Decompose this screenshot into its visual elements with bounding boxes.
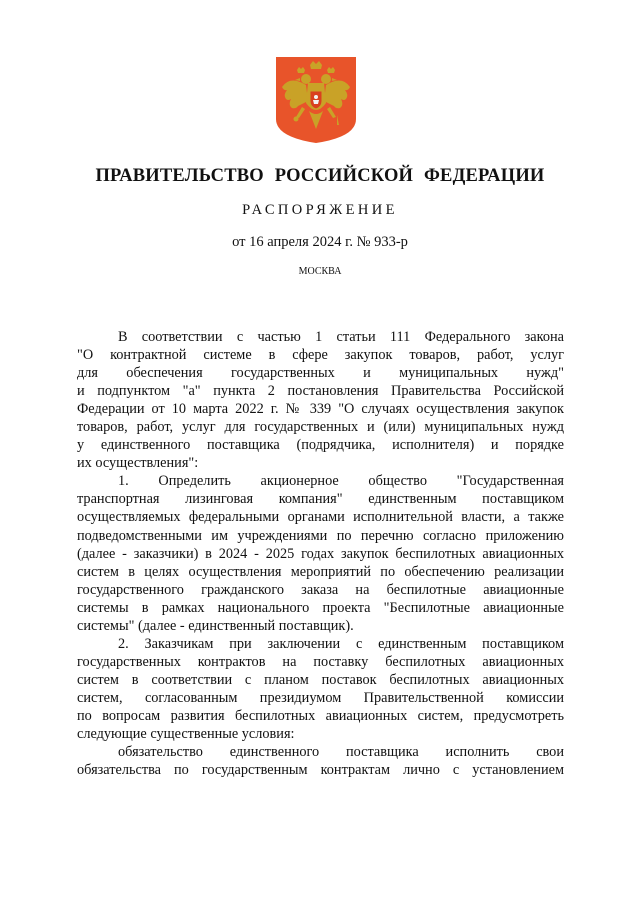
body-line: для обеспечения государственных и муниципальных нужд" — [77, 365, 564, 382]
body-line: транспортная лизинговая компания" единственным поставщиком — [77, 491, 564, 508]
government-title: ПРАВИТЕЛЬСТВО РОССИЙСКОЙ ФЕДЕРАЦИИ — [95, 166, 545, 186]
body-line: В соответствии с частью 1 статьи 111 Федерального закона — [118, 329, 564, 345]
body-line: систем в соответствии с планом поставок беспилотных авиационных — [77, 671, 564, 688]
body-line: системы" (далее - единственный поставщик). — [77, 617, 354, 634]
document-date-number: от 16 апреля 2024 г. № 933-р — [232, 234, 408, 250]
body-line: и подпунктом "а" пункта 2 постановления Правительства Российской — [77, 383, 564, 400]
body-line: (далее - заказчики) в 2024 - 2025 годах закупок беспилотных авиационных — [77, 545, 564, 562]
body-line: государственного гражданского заказа на беспилотные авиационные — [77, 581, 564, 598]
body-line: осуществляемых федеральными органами исполнительной власти, а также — [77, 509, 564, 526]
body-line: у единственного поставщика (подрядчика, исполнителя) и порядке — [77, 437, 564, 454]
body-line: 2. Заказчикам при заключении с единственным поставщиком — [118, 635, 564, 652]
coat-of-arms-icon — [276, 57, 356, 143]
body-line: Федерации от 10 марта 2022 г. № 339 "О случаях осуществления закупок — [77, 401, 564, 418]
body-line: "О контрактной системе в сфере закупок товаров, работ, услуг — [77, 347, 564, 364]
body-line: по вопросам развития беспилотных авиационных систем, предусмотреть — [77, 707, 564, 724]
body-line: их осуществления": — [77, 455, 199, 472]
body-line: систем в целях осуществления мероприятий по обеспечению реализации — [77, 563, 564, 580]
body-line: системы в рамках национального проекта "Беспилотные авиационные — [77, 599, 564, 616]
body-line: обязательства по государственным контрактам лично с установлением — [77, 762, 564, 779]
body-line: следующие существенные условия: — [77, 726, 295, 743]
body-line: государственных контрактов на поставку беспилотных авиационных — [77, 653, 564, 670]
document-body — [77, 328, 564, 779]
body-line: подведомственными им учреждениями по перечню согласно приложению — [77, 527, 564, 544]
body-line: систем, согласованным президиумом Правительственной комиссии — [77, 689, 564, 706]
body-line: 1. Определить акционерное общество "Государственная — [118, 473, 564, 490]
document-type: РАСПОРЯЖЕНИЕ — [242, 202, 398, 218]
body-line: товаров, работ, услуг для государственных и (или) муниципальных нужд — [77, 419, 564, 436]
document-city: МОСКВА — [298, 266, 342, 277]
body-line: обязательство единственного поставщика исполнить свои — [118, 744, 564, 761]
